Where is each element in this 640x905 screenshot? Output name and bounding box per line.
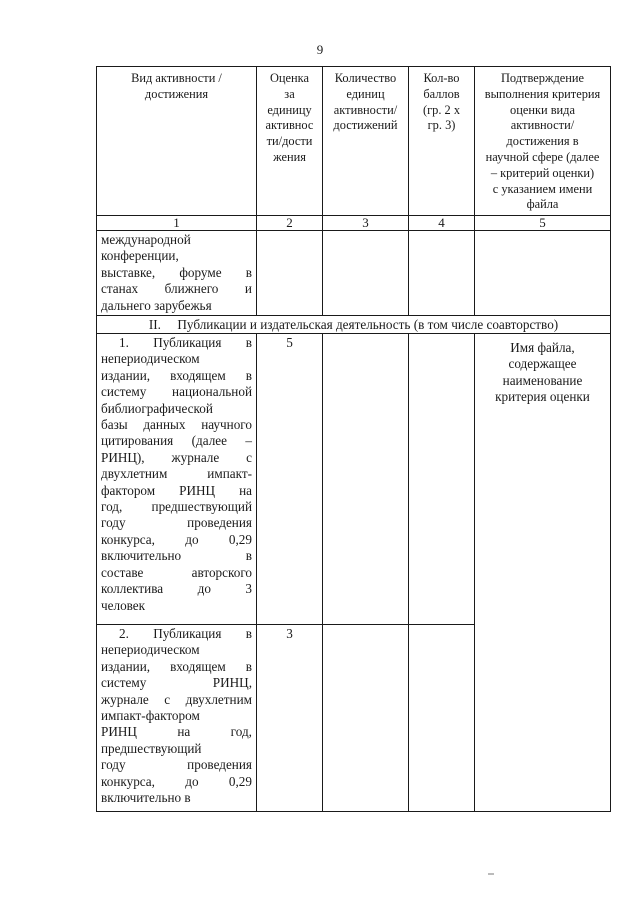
text-line: активности/ bbox=[510, 118, 575, 133]
text-word: включительно bbox=[101, 548, 182, 564]
header-quantity bbox=[323, 67, 409, 216]
text-word: на bbox=[239, 482, 252, 498]
text-word: импакт- bbox=[207, 466, 252, 482]
header-points-text bbox=[409, 67, 474, 134]
score-cell bbox=[257, 231, 323, 316]
text-line: включительно в bbox=[101, 790, 191, 806]
text-line bbox=[101, 265, 252, 281]
text-word: систему bbox=[101, 675, 147, 691]
text-word: Публикация bbox=[153, 626, 222, 641]
text-line: импакт-фактором bbox=[101, 708, 200, 724]
text-line: за bbox=[284, 86, 295, 101]
text-line bbox=[101, 581, 252, 597]
score-value: 5 bbox=[286, 335, 293, 350]
text-line: активности/ bbox=[333, 102, 398, 117]
text-line: с указанием имени bbox=[492, 181, 593, 196]
text-word: 0,29 bbox=[228, 773, 252, 789]
text-word: форуме bbox=[179, 264, 222, 280]
text-word: станах bbox=[101, 281, 139, 297]
text-line bbox=[101, 774, 252, 790]
section-title: II. Публикации и издательская деятельность (в том числе соавторство) bbox=[148, 317, 559, 332]
text-word: с bbox=[164, 691, 171, 707]
text-line bbox=[101, 466, 252, 482]
text-line: файла bbox=[526, 197, 559, 212]
text-line: – критерий оценки) bbox=[490, 165, 595, 180]
text-line: непериодическом bbox=[101, 642, 200, 658]
text-word: ближнего bbox=[164, 281, 219, 297]
text-word: РИНЦ, bbox=[212, 675, 252, 691]
column-number: 3 bbox=[323, 216, 409, 231]
text-word: журнале bbox=[171, 449, 220, 465]
text-word: журнале bbox=[101, 691, 149, 707]
column-number: 1 bbox=[97, 216, 257, 231]
text-word: до bbox=[185, 773, 199, 789]
text-word: 0,29 bbox=[228, 531, 252, 547]
text-line: баллов bbox=[423, 86, 460, 101]
text-word: – bbox=[245, 433, 252, 449]
text-word: входящем bbox=[170, 658, 226, 674]
text-line: (гр. 2 х bbox=[422, 102, 461, 117]
text-line bbox=[101, 384, 252, 400]
text-word: до bbox=[197, 581, 211, 597]
text-line bbox=[101, 281, 252, 297]
text-line: критерия оценки bbox=[495, 389, 590, 405]
text-word: конкурса, bbox=[101, 531, 155, 547]
text-word: год, bbox=[230, 724, 252, 740]
text-line bbox=[101, 483, 252, 499]
column-number: 5 bbox=[475, 216, 611, 231]
text-line: библиографической bbox=[101, 400, 213, 416]
page-number: 9 bbox=[316, 42, 324, 57]
text-line: Количество bbox=[334, 71, 397, 85]
text-line: Кол-во bbox=[423, 71, 460, 85]
text-word: (далее bbox=[191, 433, 227, 449]
text-word: году bbox=[101, 757, 126, 773]
quantity-cell bbox=[323, 625, 409, 812]
text-word: проведения bbox=[187, 515, 252, 531]
text-line: Подтверждение bbox=[500, 71, 585, 85]
text-line: оценки вида bbox=[510, 102, 575, 117]
text-word: 2. bbox=[119, 626, 129, 641]
header-confirmation bbox=[475, 67, 611, 216]
column-number: 2 bbox=[257, 216, 323, 231]
quantity-cell bbox=[323, 231, 409, 316]
text-word: в bbox=[245, 626, 252, 641]
text-line: достижений bbox=[333, 118, 398, 133]
text-word: до bbox=[185, 531, 199, 547]
text-word: систему bbox=[101, 384, 147, 400]
text-line: Имя файла, bbox=[510, 340, 575, 355]
text-line bbox=[101, 724, 252, 740]
text-line: международной bbox=[101, 232, 191, 247]
column-number-row bbox=[97, 216, 611, 231]
text-word: цитирования bbox=[101, 433, 174, 449]
confirmation-text bbox=[475, 334, 610, 406]
text-line bbox=[101, 659, 252, 675]
text-line: выполнения критерия bbox=[484, 86, 601, 101]
text-word: РИНЦ bbox=[179, 482, 216, 498]
activity-cell bbox=[97, 334, 257, 625]
header-quantity-text bbox=[323, 67, 408, 134]
text-word: национальной bbox=[172, 384, 252, 400]
text-word: в bbox=[245, 367, 252, 383]
text-word: в bbox=[245, 335, 252, 350]
text-line bbox=[101, 757, 252, 773]
text-line bbox=[101, 675, 252, 691]
text-line: активнос bbox=[265, 118, 314, 133]
text-word: 1. bbox=[119, 335, 129, 350]
text-line: единицу bbox=[267, 102, 312, 117]
text-word: в bbox=[245, 658, 252, 674]
activity-text bbox=[97, 625, 256, 806]
text-word: базы bbox=[101, 417, 128, 433]
text-line bbox=[101, 548, 252, 564]
text-word: двухлетним bbox=[101, 466, 168, 482]
header-score bbox=[257, 67, 323, 216]
text-word: Публикация bbox=[153, 335, 222, 350]
text-word: научного bbox=[201, 417, 252, 433]
text-line: непериодическом bbox=[101, 351, 200, 367]
text-word: издании, bbox=[101, 367, 151, 383]
text-line: дальнего зарубежья bbox=[101, 297, 212, 313]
text-line bbox=[101, 626, 252, 642]
text-line bbox=[101, 565, 252, 581]
text-word: в bbox=[245, 548, 252, 564]
text-word: и bbox=[244, 281, 252, 297]
text-line: достижения в bbox=[506, 134, 579, 149]
text-word: 3 bbox=[245, 581, 252, 597]
text-word: авторского bbox=[191, 564, 252, 580]
text-line: содержащее bbox=[508, 356, 577, 372]
text-line: научной сфере (далее bbox=[485, 149, 600, 164]
text-line bbox=[101, 335, 252, 351]
text-line bbox=[101, 532, 252, 548]
points-cell bbox=[409, 625, 475, 812]
quantity-cell bbox=[323, 334, 409, 625]
activity-cell bbox=[97, 231, 257, 316]
activity-text bbox=[97, 231, 256, 314]
section-title-cell bbox=[97, 316, 611, 334]
text-word: входящем bbox=[170, 367, 226, 383]
confirmation-cell bbox=[475, 231, 611, 316]
section-row bbox=[97, 316, 611, 334]
column-number: 4 bbox=[409, 216, 475, 231]
header-score-text bbox=[257, 67, 322, 166]
text-word: составе bbox=[101, 564, 144, 580]
text-line: единиц bbox=[346, 86, 385, 101]
score-cell bbox=[257, 334, 323, 625]
text-word: предшествующий bbox=[151, 499, 252, 515]
scan-mark bbox=[488, 873, 494, 875]
text-word: с bbox=[246, 449, 252, 465]
text-line: Оценка bbox=[269, 71, 310, 85]
criteria-table bbox=[96, 66, 611, 812]
text-line: наименование bbox=[502, 372, 583, 388]
text-line: гр. 3) bbox=[427, 118, 456, 133]
text-line: жения bbox=[273, 149, 306, 164]
text-line bbox=[101, 450, 252, 466]
text-line bbox=[101, 433, 252, 449]
text-line: конференции, bbox=[101, 248, 179, 264]
text-line bbox=[101, 368, 252, 384]
text-word: данных bbox=[143, 417, 186, 433]
score-value: 3 bbox=[286, 626, 293, 641]
score-cell bbox=[257, 625, 323, 812]
header-activity-text: Вид активности / достижения bbox=[131, 71, 222, 101]
table-row bbox=[97, 334, 611, 625]
text-word: издании, bbox=[101, 658, 151, 674]
text-line bbox=[101, 515, 252, 531]
text-word: фактором bbox=[101, 482, 156, 498]
header-points bbox=[409, 67, 475, 216]
text-word: коллектива bbox=[101, 581, 164, 597]
activity-cell bbox=[97, 625, 257, 812]
text-word: году bbox=[101, 515, 126, 531]
activity-text bbox=[97, 334, 256, 614]
text-line bbox=[101, 499, 252, 515]
text-word: на bbox=[177, 724, 191, 740]
table-header-row bbox=[97, 67, 611, 216]
table-row bbox=[97, 231, 611, 316]
text-line: ти/дости bbox=[266, 134, 313, 149]
text-word: выставке, bbox=[101, 264, 156, 280]
confirmation-cell bbox=[475, 334, 611, 812]
text-word: год, bbox=[101, 499, 123, 515]
text-word: проведения bbox=[187, 757, 252, 773]
text-word: конкурса, bbox=[101, 773, 155, 789]
text-word: РИНЦ), bbox=[101, 449, 145, 465]
header-activity bbox=[97, 67, 257, 216]
text-word: в bbox=[245, 264, 252, 280]
text-line bbox=[101, 417, 252, 433]
points-cell bbox=[409, 231, 475, 316]
text-word: двухлетним bbox=[185, 691, 252, 707]
text-word: РИНЦ bbox=[101, 724, 137, 740]
text-line: человек bbox=[101, 597, 146, 613]
points-cell bbox=[409, 334, 475, 625]
text-line: предшествующий bbox=[101, 740, 202, 756]
text-line bbox=[101, 692, 252, 708]
header-confirmation-text bbox=[475, 67, 610, 213]
